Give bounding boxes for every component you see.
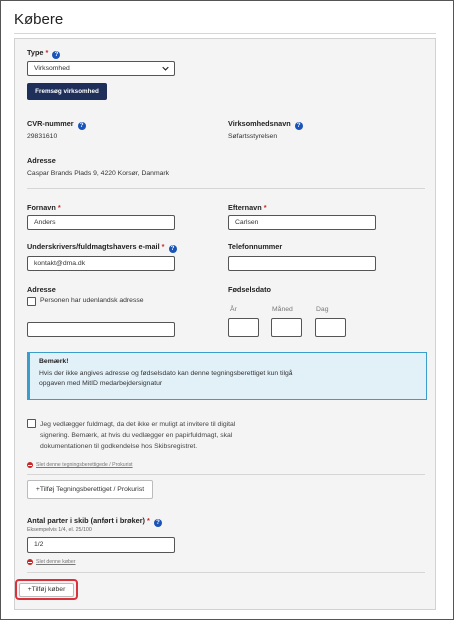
first-name-label-text: Fornavn	[27, 203, 56, 212]
shares-hint: Eksempelvis 1/4, el. 25/100	[27, 527, 92, 533]
day-label: Dag	[316, 306, 329, 313]
divider	[27, 188, 425, 189]
type-label-text: Type	[27, 48, 44, 57]
cvr-value: 29831610	[27, 133, 58, 140]
cvr-label	[27, 119, 86, 130]
search-company-button[interactable]: Fremsøg virksomhed	[27, 83, 107, 100]
month-input[interactable]	[271, 318, 302, 337]
required-mark: *	[263, 203, 267, 212]
question-circle-icon[interactable]: ?	[154, 519, 162, 527]
power-of-attorney-checkbox[interactable]	[27, 419, 36, 428]
foreign-address-label: Personen har udenlandsk adresse	[40, 297, 144, 304]
last-name-label	[228, 203, 267, 212]
person-address-input[interactable]	[27, 322, 175, 337]
add-buyer-button[interactable]: +Tilføj køber	[19, 583, 74, 597]
minus-circle-icon	[27, 559, 33, 565]
type-select-value: Virksomhed	[34, 65, 70, 72]
cvr-label-text: CVR-nummer	[27, 119, 74, 128]
title-divider	[14, 33, 436, 34]
year-input[interactable]	[228, 318, 259, 337]
type-select[interactable]	[27, 61, 175, 76]
minus-circle-icon	[27, 462, 33, 468]
remove-signatory-link-text: Slet denne tegningsberettigede / Prokurist	[36, 462, 133, 468]
divider	[27, 474, 425, 475]
notice-text: Hvis der ikke angives adresse og fødselsdato kan denne tegningsberettiget kun tilgå opgaven med MitID medarbejdersignatur	[39, 370, 293, 387]
day-input[interactable]	[315, 318, 346, 337]
power-of-attorney-text: Jeg vedlægger fuldmagt, da det ikke er muligt at invitere til digital signering. Bemærk, at hvis du vedlægger en papirfuldmagt, skal dokumentationen til godkendelse hos Skibsregistret.	[40, 421, 236, 450]
email-label-text: Underskrivers/fuldmagtshavers e-mail	[27, 242, 160, 251]
add-buyer-highlight	[15, 579, 78, 600]
shares-input[interactable]: 1/2	[27, 537, 175, 553]
foreign-address-checkbox[interactable]	[27, 297, 36, 306]
divider	[27, 572, 425, 573]
last-name-label-text: Efternavn	[228, 203, 262, 212]
person-address-label: Adresse	[27, 285, 56, 294]
required-mark: *	[45, 48, 49, 57]
required-mark: *	[57, 203, 61, 212]
question-circle-icon[interactable]: ?	[169, 245, 177, 253]
phone-field[interactable]	[228, 256, 376, 271]
notice-box	[27, 352, 427, 400]
shares-label	[27, 516, 162, 527]
address-label: Adresse	[27, 156, 56, 165]
question-circle-icon[interactable]: ?	[78, 122, 86, 130]
shares-label-text: Antal parter i skib (anført i brøker)	[27, 516, 145, 525]
remove-signatory-link[interactable]	[27, 462, 133, 468]
address-value: Caspar Brands Plads 9, 4220 Korsør, Danmark	[27, 170, 170, 177]
question-circle-icon[interactable]: ?	[295, 122, 303, 130]
month-label: Måned	[272, 306, 293, 313]
email-label	[27, 242, 177, 253]
phone-label: Telefonnummer	[228, 242, 283, 251]
notice-title: Bemærk!	[39, 358, 69, 365]
birthdate-label: Fødselsdato	[228, 285, 271, 294]
company-name-value: Søfartsstyrelsen	[228, 133, 278, 140]
required-mark: *	[147, 516, 150, 525]
first-name-input[interactable]: Anders	[27, 215, 175, 230]
remove-buyer-link-text: Slet denne køber	[36, 559, 76, 565]
buyer-card	[14, 38, 436, 610]
add-signatory-button[interactable]: +Tilføj Tegningsberettiget / Prokurist	[27, 480, 153, 499]
email-field[interactable]: kontakt@dma.dk	[27, 256, 175, 271]
chevron-down-icon	[162, 65, 169, 72]
company-name-label-text: Virksomhedsnavn	[228, 119, 291, 128]
company-name-label	[228, 119, 303, 130]
last-name-input[interactable]: Carlsen	[228, 215, 376, 230]
type-label	[27, 48, 60, 59]
first-name-label	[27, 203, 61, 212]
remove-buyer-link[interactable]	[27, 559, 76, 565]
section-title: Købere	[14, 11, 64, 28]
year-label: År	[230, 306, 237, 313]
required-mark: *	[161, 242, 165, 251]
question-circle-icon[interactable]: ?	[52, 51, 60, 59]
